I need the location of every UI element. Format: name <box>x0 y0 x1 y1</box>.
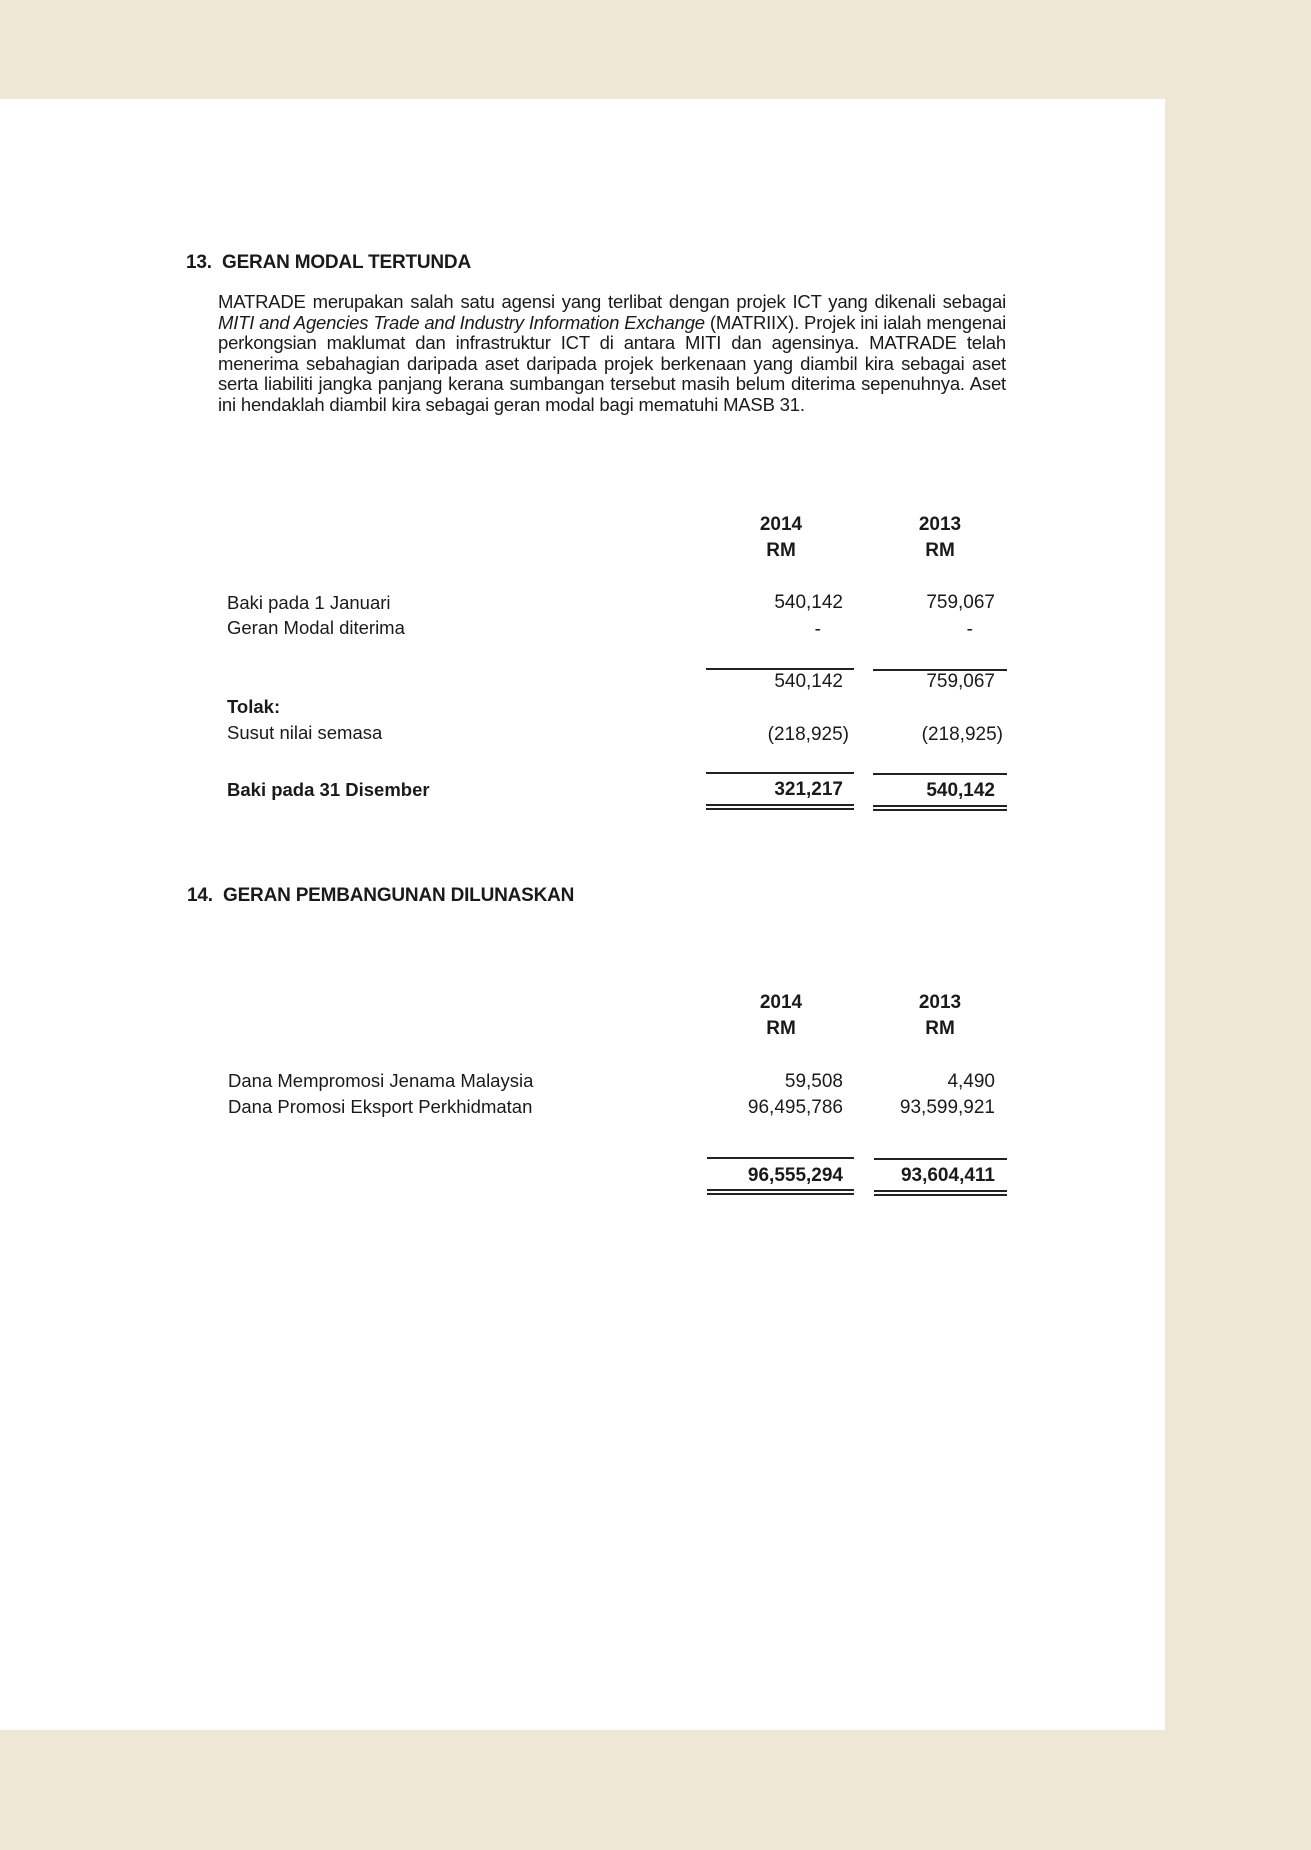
paragraph-italic-project-name: MITI and Agencies Trade and Industry Information Exchange <box>218 311 705 333</box>
column-unit: RM <box>925 1018 955 1039</box>
value-2014-capital-grant-received: - <box>814 619 821 640</box>
row-label-opening-balance: Baki pada 1 Januari <box>227 592 391 613</box>
value-2014-services-export-fund: 96,495,786 <box>747 1097 843 1118</box>
column-year: 2014 <box>759 514 803 535</box>
value-2014-opening-balance: 540,142 <box>774 592 843 613</box>
section-14-title: GERAN PEMBANGUNAN DILUNASKAN <box>223 885 575 906</box>
row-label-current-depreciation: Susut nilai semasa <box>227 722 383 743</box>
subtotal-2013: 759,067 <box>926 671 995 692</box>
subtotal-2014: 540,142 <box>774 671 843 692</box>
closing-double-rule-2013-a <box>873 805 1007 807</box>
row-label-services-export-fund: Dana Promosi Eksport Perkhidmatan <box>228 1096 533 1117</box>
section-13-heading <box>186 252 471 274</box>
paragraph-text: (MATRIIX). Projek ini ialah mengenai perkongsian maklumat dan infrastruktur ICT di antara MITI dan agensinya. MATRADE telah menerima sebahagian daripada aset daripada projek berkenaan yang diambil kira sebagai aset serta liabiliti jangka panjang kerana sumbangan tersebut masih belum diterima sepenuhnya. Aset ini hendaklah diambil kira sebagai geran modal bagi mematuhi MASB 31. <box>218 311 1006 415</box>
value-2013-opening-balance: 759,067 <box>926 592 995 613</box>
column-year: 2013 <box>918 514 962 535</box>
s14-total-2014: 96,555,294 <box>747 1165 843 1186</box>
value-2013-closing-balance: 540,142 <box>926 780 995 801</box>
column-unit: RM <box>766 540 796 561</box>
s14-total-top-rule-2013 <box>874 1158 1007 1160</box>
value-2014-closing-balance: 321,217 <box>774 779 843 800</box>
subtotal-rule-2014 <box>706 668 854 670</box>
s14-column-header-2013 <box>895 990 985 1042</box>
paragraph-text: MATRADE merupakan salah satu agensi yang terlibat dengan projek ICT yang dikenali sebagai <box>218 291 1006 312</box>
closing-top-rule-2014 <box>706 772 854 774</box>
s14-double-rule-2014-b <box>707 1193 854 1195</box>
section-13-title: GERAN MODAL TERTUNDA <box>222 252 471 273</box>
column-year: 2014 <box>759 992 803 1013</box>
section-14-heading <box>187 885 574 907</box>
value-2014-current-depreciation: (218,925) <box>767 724 849 745</box>
row-label-capital-grant-received: Geran Modal diterima <box>227 617 405 638</box>
value-2014-malaysia-brand-fund: 59,508 <box>784 1071 843 1092</box>
column-header-2014 <box>736 512 826 564</box>
closing-double-rule-2014-a <box>706 804 854 806</box>
value-2013-malaysia-brand-fund: 4,490 <box>947 1071 995 1092</box>
column-unit: RM <box>766 1018 796 1039</box>
s14-double-rule-2014-a <box>707 1189 854 1191</box>
column-year: 2013 <box>918 992 962 1013</box>
row-label-malaysia-brand-fund: Dana Mempromosi Jenama Malaysia <box>228 1070 534 1091</box>
row-label-closing-balance: Baki pada 31 Disember <box>227 779 430 800</box>
section-13-paragraph <box>218 292 1006 415</box>
closing-double-rule-2014-b <box>706 808 854 810</box>
section-14-number: 14. <box>187 885 213 906</box>
closing-double-rule-2013-b <box>873 809 1007 811</box>
s14-double-rule-2013-a <box>874 1190 1007 1192</box>
s14-total-top-rule-2014 <box>707 1157 854 1159</box>
less-label: Tolak: <box>227 696 281 717</box>
column-unit: RM <box>925 540 955 561</box>
document-page <box>0 99 1165 1730</box>
value-2013-services-export-fund: 93,599,921 <box>899 1097 995 1118</box>
s14-double-rule-2013-b <box>874 1194 1007 1196</box>
value-2013-current-depreciation: (218,925) <box>921 724 1003 745</box>
column-header-2013 <box>895 512 985 564</box>
s14-column-header-2014 <box>736 990 826 1042</box>
section-13-number: 13. <box>186 252 212 273</box>
closing-top-rule-2013 <box>873 773 1007 775</box>
value-2013-capital-grant-received: - <box>966 619 973 640</box>
s14-total-2013: 93,604,411 <box>900 1165 995 1186</box>
